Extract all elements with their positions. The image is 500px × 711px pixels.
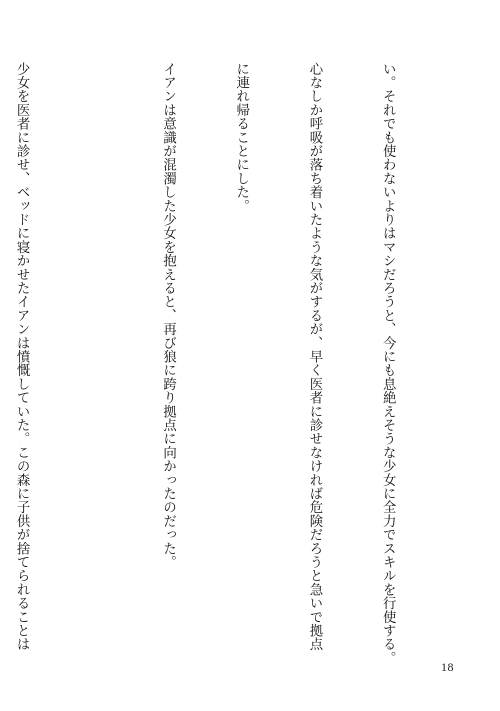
- text-line: に連れ帰ることにした。: [233, 62, 249, 213]
- vertical-text-body: [14, 62, 448, 665]
- text-line: 心なしか呼吸が落ち着いたような気がするが、早く医者に診せなければ危険だろうと急いで拠点: [306, 62, 322, 652]
- text-line: い。それでも使わないよりはマシだろうと、今にも息絶えそうな少女に全力でスキルを行使する。: [380, 62, 396, 665]
- text-line: 少女を医者に診せ、ベッドに寝かせたイアンは憤慨していた。この森に子供が捨てられることは: [14, 62, 30, 652]
- section-break: [82, 62, 106, 647]
- text-line: イアンは意識が混濁した少女を抱えると、再び狼に跨り拠点に向かったのだった。: [160, 62, 176, 569]
- page-number: 18: [441, 660, 454, 674]
